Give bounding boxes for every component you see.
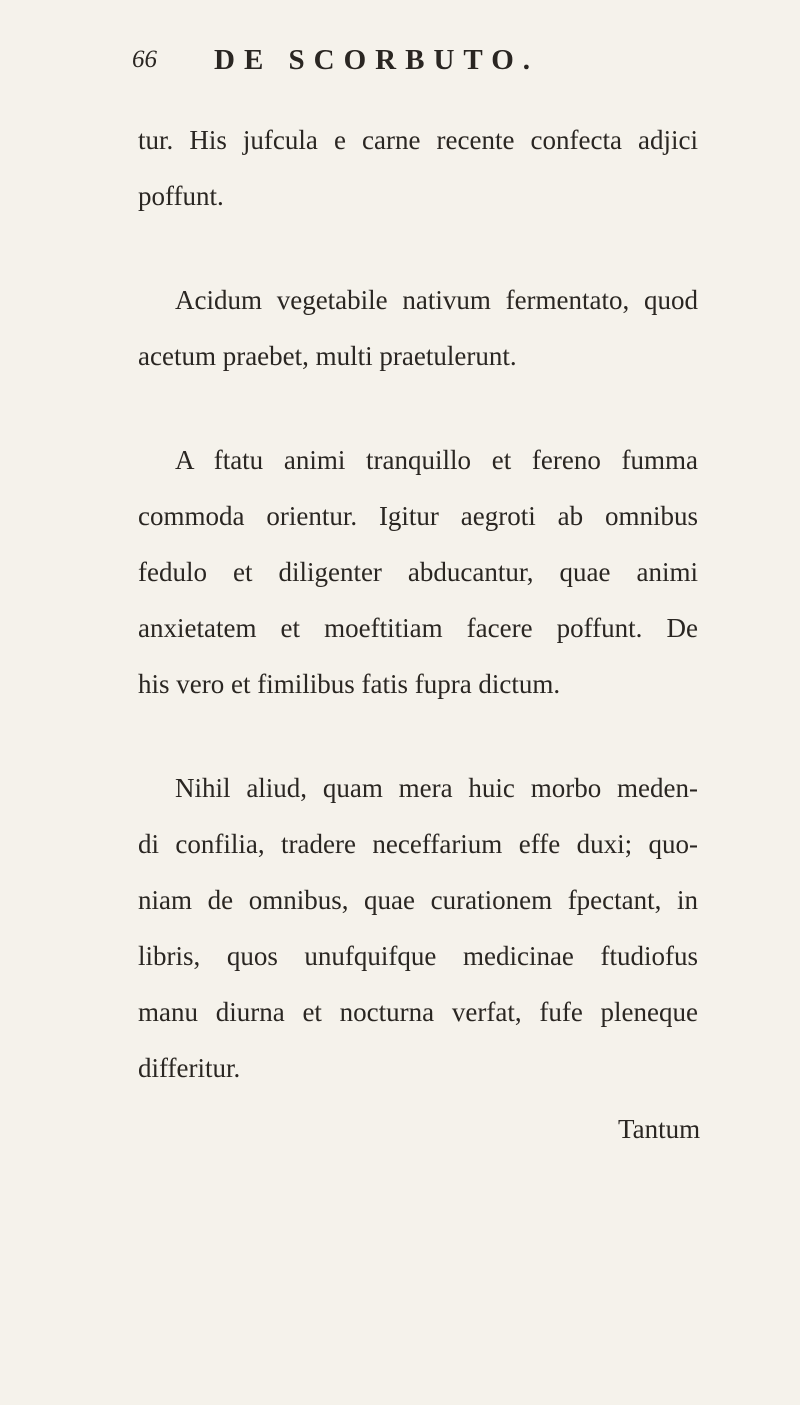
text-line: Acidum vegetabile nativum fermentato, quod: [175, 285, 698, 315]
text-line: poffunt.: [138, 181, 224, 211]
text-line: his vero et fimilibus fatis fupra dictum.: [138, 669, 561, 699]
text-line: di confilia, tradere neceffarium effe duxi; quo-: [138, 829, 698, 859]
paragraph-2: [138, 272, 698, 384]
paragraph-3: [138, 432, 698, 712]
text-line: commoda orientur. Igitur aegroti ab omnibus: [138, 501, 698, 531]
page-number: 66: [132, 46, 157, 73]
running-title: DE SCORBUTO.: [214, 44, 540, 76]
text-line: A ftatu animi tranquillo et fereno fumma: [175, 445, 698, 475]
text-line: libris, quos unufquifque medicinae ftudiofus: [138, 941, 698, 971]
text-line: fedulo et diligenter abducantur, quae animi: [138, 557, 698, 587]
paragraph-1: [138, 112, 698, 224]
text-line: acetum praebet, multi praetulerunt.: [138, 341, 517, 371]
body-text: [138, 112, 698, 1096]
text-line: anxietatem et moeftitiam facere poffunt. De: [138, 613, 698, 643]
page-header: [132, 40, 692, 90]
text-line: niam de omnibus, quae curationem fpectant, in: [138, 885, 698, 915]
text-line: manu diurna et nocturna verfat, fufe pleneque: [138, 997, 698, 1027]
catchword: Tantum: [618, 1114, 701, 1144]
text-line: Nihil aliud, quam mera huic morbo meden-: [175, 773, 698, 803]
text-line: tur. His jufcula e carne recente confecta adjici: [138, 125, 698, 155]
paragraph-4: [138, 760, 698, 1096]
text-line: differitur.: [138, 1053, 241, 1083]
